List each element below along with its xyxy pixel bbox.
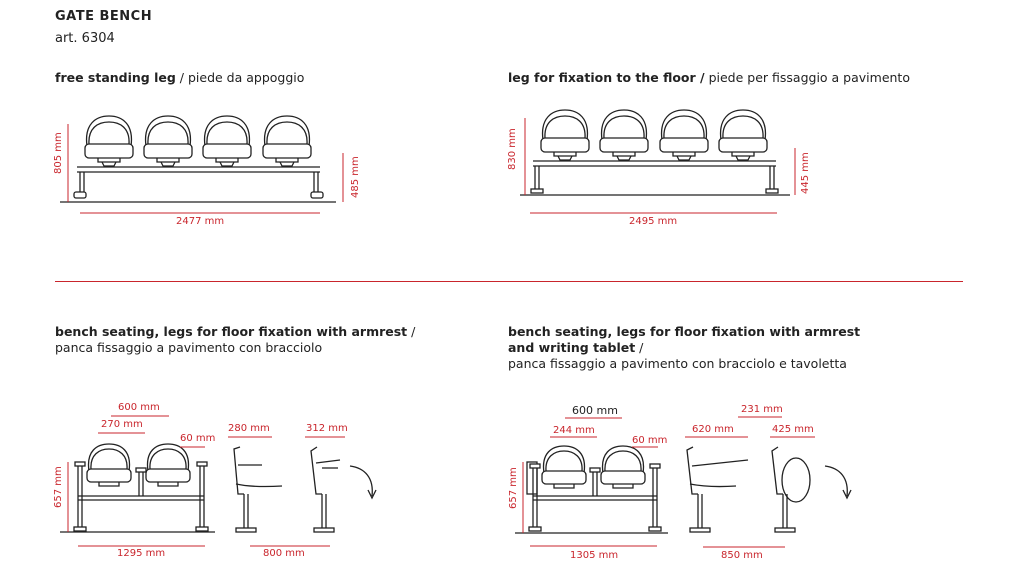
drawing-fixation: [520, 110, 795, 213]
dim-depth1-tab: 620 mm: [692, 424, 734, 435]
heading-fixation: leg for fixation to the floor / piede per fissaggio a pavimento: [508, 70, 910, 85]
dim-depth-arm: 800 mm: [263, 548, 305, 559]
dim-height-tab: 657 mm: [508, 467, 519, 509]
dim-length-arm: 1295 mm: [117, 548, 166, 559]
drawing-armrest-side: [228, 437, 376, 546]
dim-length-tab: 1305 mm: [570, 550, 619, 561]
drawing-tablet-side: [685, 417, 851, 547]
dim-seat-height-fix: 445 mm: [800, 152, 811, 194]
dim-depth1-arm: 280 mm: [228, 423, 270, 434]
dim-width-seat-arm: 600 mm: [118, 402, 160, 413]
heading-armrest: bench seating, legs for floor fixation with armrest / panca fissaggio a pavimento con bracciolo: [55, 324, 416, 355]
dim-tab2: 425 mm: [772, 424, 814, 435]
heading-free-standing: free standing leg / piede da appoggio: [55, 70, 305, 85]
dim-depth-tab: 850 mm: [721, 550, 763, 561]
article-number: art. 6304: [55, 31, 115, 46]
dim-tab1: 231 mm: [741, 404, 783, 415]
dim-seat-arm: 270 mm: [101, 419, 143, 430]
dim-width-seat-tab: 600 mm: [572, 404, 618, 417]
drawing-free-standing: [60, 116, 343, 213]
dim-arm-arm: 60 mm: [180, 433, 216, 444]
dim-depth2-arm: 312 mm: [306, 423, 348, 434]
product-title: GATE BENCH: [55, 9, 153, 24]
heading-tablet: bench seating, legs for floor fixation with armrest and writing tablet / panca fissaggio a pavimento con bracciolo e tavoletta: [508, 324, 861, 371]
dim-arm-tab: 60 mm: [632, 435, 668, 446]
dim-length-free: 2477 mm: [176, 216, 225, 227]
dim-length-fix: 2495 mm: [629, 216, 678, 227]
dim-height-fix: 830 mm: [507, 128, 518, 170]
dim-seat-tab: 244 mm: [553, 425, 595, 436]
dim-seat-height-free: 485 mm: [350, 156, 361, 198]
dim-height-free: 805 mm: [53, 132, 64, 174]
dim-height-arm: 657 mm: [53, 466, 64, 508]
